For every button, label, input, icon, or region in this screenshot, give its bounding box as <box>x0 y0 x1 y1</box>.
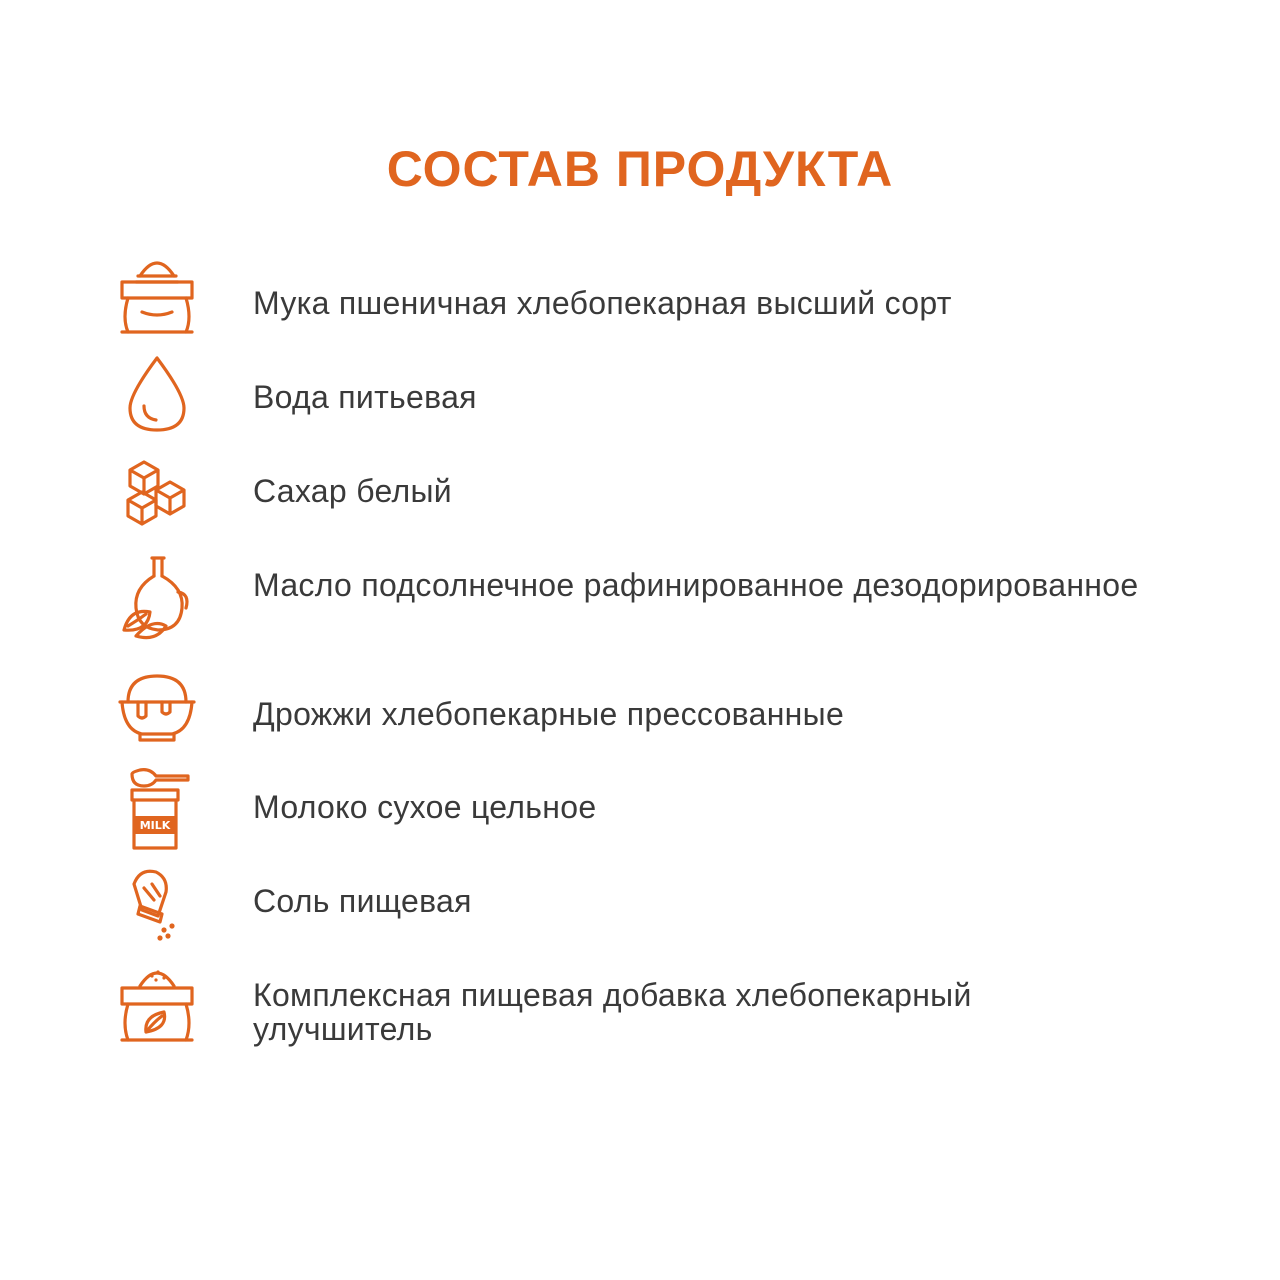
oil-bottle-seeds-icon <box>112 552 202 642</box>
ingredient-label-milk: Молоко сухое цельное <box>253 789 597 825</box>
ingredient-label-sugar: Сахар белый <box>253 473 452 509</box>
sugar-cubes-icon <box>112 448 202 538</box>
water-drop-icon <box>112 350 202 440</box>
ingredient-label-flour: Мука пшеничная хлебопекарная высший сорт <box>253 285 952 321</box>
ingredient-label-oil: Масло подсолнечное рафинированное дезодорированное <box>253 567 1139 603</box>
milk-jar-text: MILK <box>139 819 171 832</box>
ingredient-label-improver: Комплексная пищевая добавка хлебопекарный улучшитель <box>253 977 972 1047</box>
ingredient-label-yeast: Дрожжи хлебопекарные прессованные <box>253 696 845 732</box>
milk-powder-jar-icon <box>112 764 202 854</box>
yeast-bowl-icon <box>112 668 202 758</box>
ingredient-label-salt: Соль пищевая <box>253 883 472 919</box>
improver-sack-icon <box>112 962 202 1052</box>
ingredient-label-water: Вода питьевая <box>253 379 477 415</box>
page-title: СОСТАВ ПРОДУКТА <box>386 141 894 197</box>
flour-sack-icon <box>112 252 202 342</box>
salt-shaker-icon <box>112 860 202 950</box>
